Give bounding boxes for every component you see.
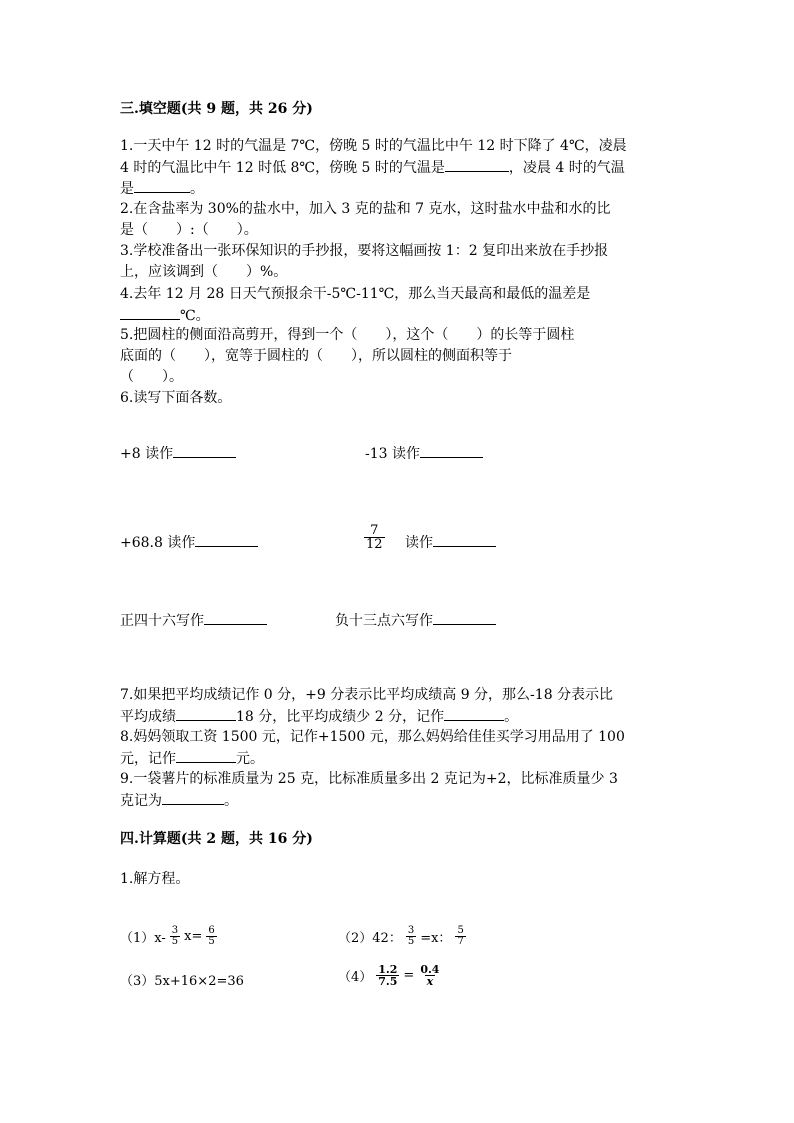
q1-blank-1[interactable] — [445, 157, 509, 172]
q6-item-b-blank[interactable] — [420, 443, 483, 458]
q2-line1: 2.在含盐率为 30%的盐水中，加入 3 克的盐和 7 克水，这时盐水中盐和水的比 — [120, 201, 611, 217]
equation-4-mid: = — [403, 968, 415, 983]
q1-line2 — [120, 157, 625, 178]
q8-line2-text-b: 元。 — [236, 751, 264, 767]
equation-4-prefix: （4） — [338, 970, 373, 985]
q6-item-c — [120, 532, 258, 553]
q4-line2-text: ℃。 — [180, 308, 210, 324]
q8-line2 — [120, 748, 264, 769]
q8-line2-text-a: 元，记作 — [120, 751, 176, 767]
equation-3: （3）5x+16×2=36 — [120, 974, 244, 989]
q5-line1: 5.把圆柱的侧面沿高剪开，得到一个（ ），这个（ ）的长等于圆柱 — [120, 327, 575, 343]
q6-fraction-denominator: 12 — [366, 537, 383, 552]
section-4-heading: 四.计算题(共 2 题，共 16 分) — [120, 831, 313, 847]
q6-item-e-blank[interactable] — [204, 610, 267, 625]
q7-blank-2[interactable] — [444, 706, 504, 721]
q8-blank[interactable] — [176, 748, 236, 763]
q3-line2: 上，应该调到（ ）%。 — [120, 264, 288, 280]
q6-item-d-blank[interactable] — [433, 532, 496, 547]
equation-2-fraction-2-num: 5 — [457, 925, 464, 936]
equation-1-fraction-2-num: 6 — [208, 925, 215, 936]
q6-item-a — [120, 443, 236, 464]
equation-2-fraction-1 — [406, 926, 416, 947]
q9-blank[interactable] — [162, 790, 224, 805]
equation-2-fraction-2 — [455, 926, 465, 947]
section-3-heading: 三.填空题(共 9 题，共 26 分) — [120, 101, 313, 117]
q6-fraction-numerator: 7 — [370, 523, 379, 538]
s4-q1-title: 1.解方程。 — [120, 871, 190, 887]
q9-line1: 9.一袋薯片的标准质量为 25 克，比标准质量多出 2 克记为+2，比标准质量少 3 — [120, 771, 618, 787]
q7-line2-text-a: 平均成绩 — [120, 709, 176, 725]
q6-item-b-label: -13 读作 — [365, 446, 420, 462]
q6-item-a-blank[interactable] — [173, 443, 236, 458]
equation-1-fraction-1 — [170, 926, 180, 947]
q9-line2-text-a: 克记为 — [120, 793, 162, 809]
equation-4-fraction-1 — [376, 964, 399, 987]
equation-1-fraction-2 — [206, 926, 216, 947]
q7-line2-text-b: 18 分，比平均成绩少 2 分，记作 — [236, 709, 445, 725]
equation-4-fraction-2 — [418, 964, 441, 987]
q9-line2 — [120, 790, 238, 811]
equation-2-fraction-1-num: 3 — [407, 925, 415, 936]
equation-1-fraction-2-den: 5 — [208, 936, 215, 947]
q4-line2 — [120, 305, 210, 326]
q7-blank-1[interactable] — [176, 706, 236, 721]
q8-line1: 8.妈妈领取工资 1500 元，记作+1500 元，那么妈妈给佳佳买学习用品用了 100 — [120, 729, 625, 745]
equation-1 — [120, 926, 221, 947]
q7-line1: 7.如果把平均成绩记作 0 分，+9 分表示比平均成绩高 9 分，那么-18 分表示比 — [120, 687, 614, 703]
q7-line2-text-c: 。 — [504, 709, 519, 725]
q5-line2: 底面的（ ），宽等于圆柱的（ ），所以圆柱的侧面积等于 — [120, 348, 512, 364]
equation-2-fraction-2-den: 7 — [457, 936, 464, 947]
q6-item-f-label: 负十三点六写作 — [335, 613, 433, 629]
equation-4-fraction-1-num: 1.2 — [378, 963, 398, 976]
q6-item-d-fraction — [364, 524, 385, 551]
q6-item-a-label: +8 读作 — [120, 446, 174, 462]
equation-1-prefix: （1）x- — [120, 931, 166, 946]
equation-2-fraction-1-den: 5 — [407, 936, 415, 947]
q6-item-c-blank[interactable] — [195, 532, 258, 547]
equation-2 — [338, 926, 470, 947]
q6-title: 6.读写下面各数。 — [120, 390, 232, 406]
equation-4-fraction-1-den: 7.5 — [378, 975, 398, 988]
q1-line3 — [120, 178, 204, 199]
q1-line3-text-a: 是 — [120, 181, 134, 197]
q6-item-e-label: 正四十六写作 — [120, 613, 204, 629]
q1-blank-2[interactable] — [134, 178, 190, 193]
q6-item-f-blank[interactable] — [433, 610, 496, 625]
equation-4-fraction-2-den: x — [426, 975, 434, 988]
q6-item-c-label: +68.8 读作 — [120, 535, 196, 551]
q3-line1: 3.学校准备出一张环保知识的手抄报，要将这幅画按 1：2 复印出来放在手抄报 — [120, 243, 609, 259]
q6-item-b — [365, 443, 483, 464]
q5-line3: （ ）。 — [120, 369, 183, 385]
q6-item-e — [120, 610, 267, 631]
equation-2-mid: =x： — [420, 931, 452, 946]
q4-line1: 4.去年 12 月 28 日天气预报余干-5℃-11℃，那么当天最高和最低的温差是 — [120, 286, 591, 302]
q1-line2-text-b: ，凌晨 4 时的气温 — [508, 160, 625, 176]
q6-item-f — [335, 610, 496, 631]
q1-line1: 1.一天中午 12 时的气温是 7℃，傍晚 5 时的气温比中午 12 时下降了 4℃，凌晨 — [120, 138, 627, 154]
equation-2-prefix: （2）42： — [338, 931, 402, 946]
q6-item-d-label: 读作 — [405, 535, 433, 551]
q4-blank[interactable] — [120, 305, 180, 320]
q2-line2: 是（ ）:（ ）。 — [120, 222, 258, 238]
q1-line3-text-b: 。 — [190, 181, 204, 197]
equation-4-fraction-2-num: 0.4 — [420, 963, 440, 976]
q9-line2-text-b: 。 — [224, 793, 238, 809]
q7-line2 — [120, 706, 518, 727]
equation-1-fraction-1-den: 5 — [171, 936, 179, 947]
q6-item-d — [405, 532, 496, 553]
equation-1-mid: x= — [184, 929, 203, 944]
q1-line2-text-a: 4 时的气温比中午 12 时低 8℃，傍晚 5 时的气温是 — [120, 160, 445, 176]
equation-4 — [338, 964, 445, 987]
equation-1-fraction-1-num: 3 — [171, 925, 179, 936]
